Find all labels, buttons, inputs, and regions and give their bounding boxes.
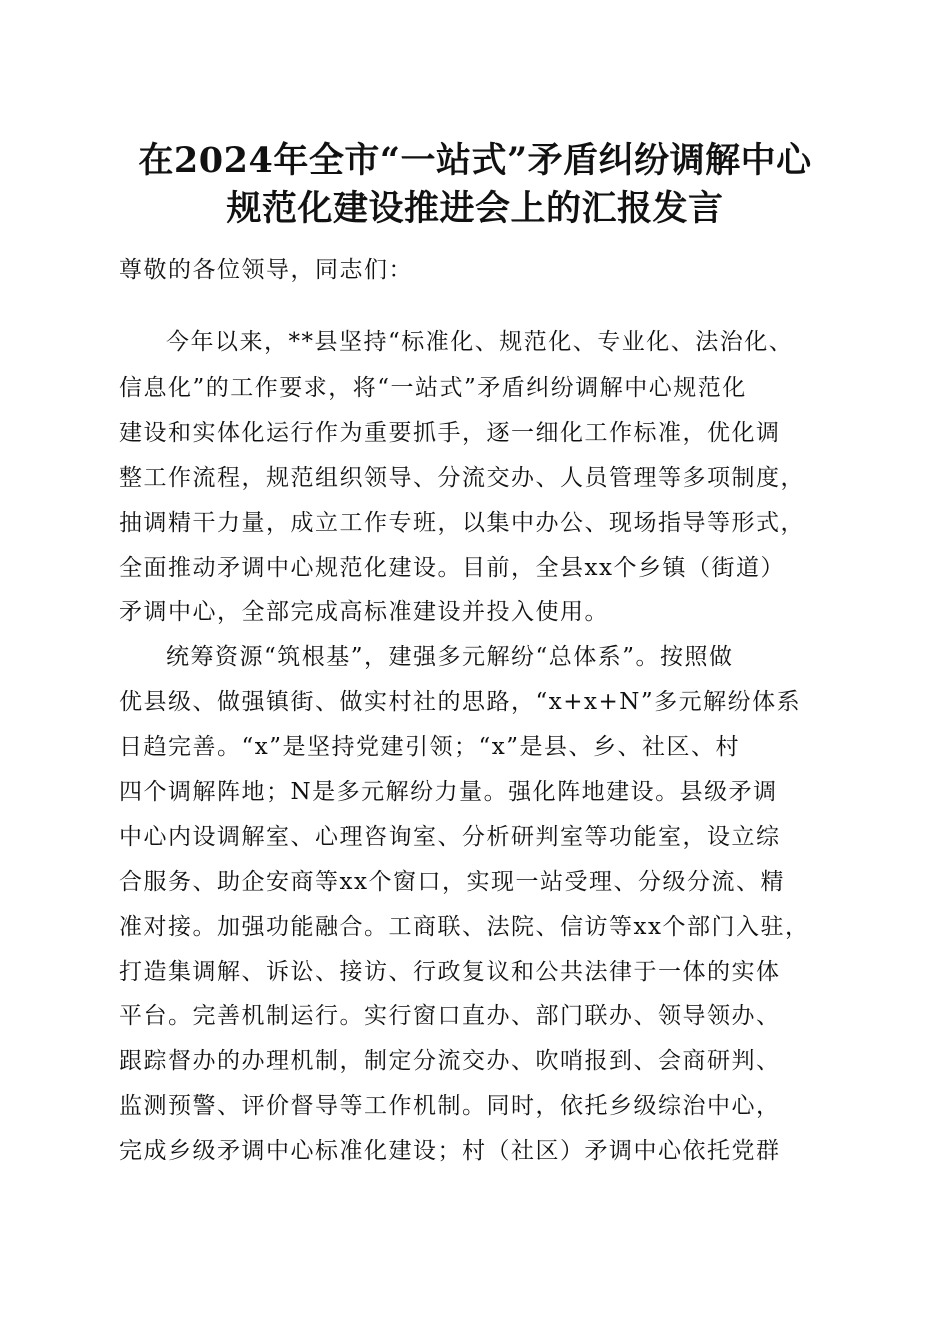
body-line: 今年以来，**县坚持“标准化、规范化、专业化、法治化、 [166, 329, 794, 355]
body-line: 合服务、助企安商等xx个窗口，实现一站受理、分级分流、精 [119, 869, 785, 895]
body-line: 抽调精干力量，成立工作专班，以集中办公、现场指导等形式， [119, 510, 805, 536]
body-line: 平台。完善机制运行。实行窗口直办、部门联办、领导领办、 [119, 1003, 781, 1029]
body-line: 打造集调解、诉讼、接访、行政复议和公共法律于一体的实体 [119, 959, 781, 985]
body-line: 信息化”的工作要求，将“一站式”矛盾纠纷调解中心规范化 [119, 375, 747, 401]
body-line: 全面推动矛调中心规范化建设。目前，全县xx个乡镇（街道） [119, 555, 785, 581]
body-line: 矛调中心，全部完成高标准建设并投入使用。 [119, 599, 609, 625]
body-line: 监测预警、评价督导等工作机制。同时，依托乡级综治中心， [119, 1093, 781, 1119]
salutation: 尊敬的各位领导，同志们： [119, 257, 413, 283]
body-line: 整工作流程，规范组织领导、分流交办、人员管理等多项制度， [119, 465, 805, 491]
body-line: 四个调解阵地；N是多元解纷力量。强化阵地建设。县级矛调 [119, 779, 778, 805]
body-line: 统筹资源“筑根基”，建强多元解纷“总体系”。按照做 [166, 644, 734, 670]
body-line: 中心内设调解室、心理咨询室、分析研判室等功能室，设立综 [119, 824, 781, 850]
document-title-line-1: 在2024年全市“一站式”矛盾纠纷调解中心 [138, 140, 812, 181]
body-line: 建设和实体化运行作为重要抓手，逐一细化工作标准，优化调 [119, 420, 781, 446]
body-line: 优县级、做强镇街、做实村社的思路，“x+x+N”多元解纷体系 [119, 689, 802, 715]
body-line: 完成乡级矛调中心标准化建设；村（社区）矛调中心依托党群 [119, 1138, 781, 1164]
body-line: 跟踪督办的办理机制，制定分流交办、吹哨报到、会商研判、 [119, 1048, 781, 1074]
document-title-line-2: 规范化建设推进会上的汇报发言 [226, 188, 724, 229]
body-line: 准对接。加强功能融合。工商联、法院、信访等xx个部门入驻， [119, 914, 810, 940]
body-line: 日趋完善。“x”是坚持党建引领；“x”是县、乡、社区、村 [119, 734, 740, 760]
